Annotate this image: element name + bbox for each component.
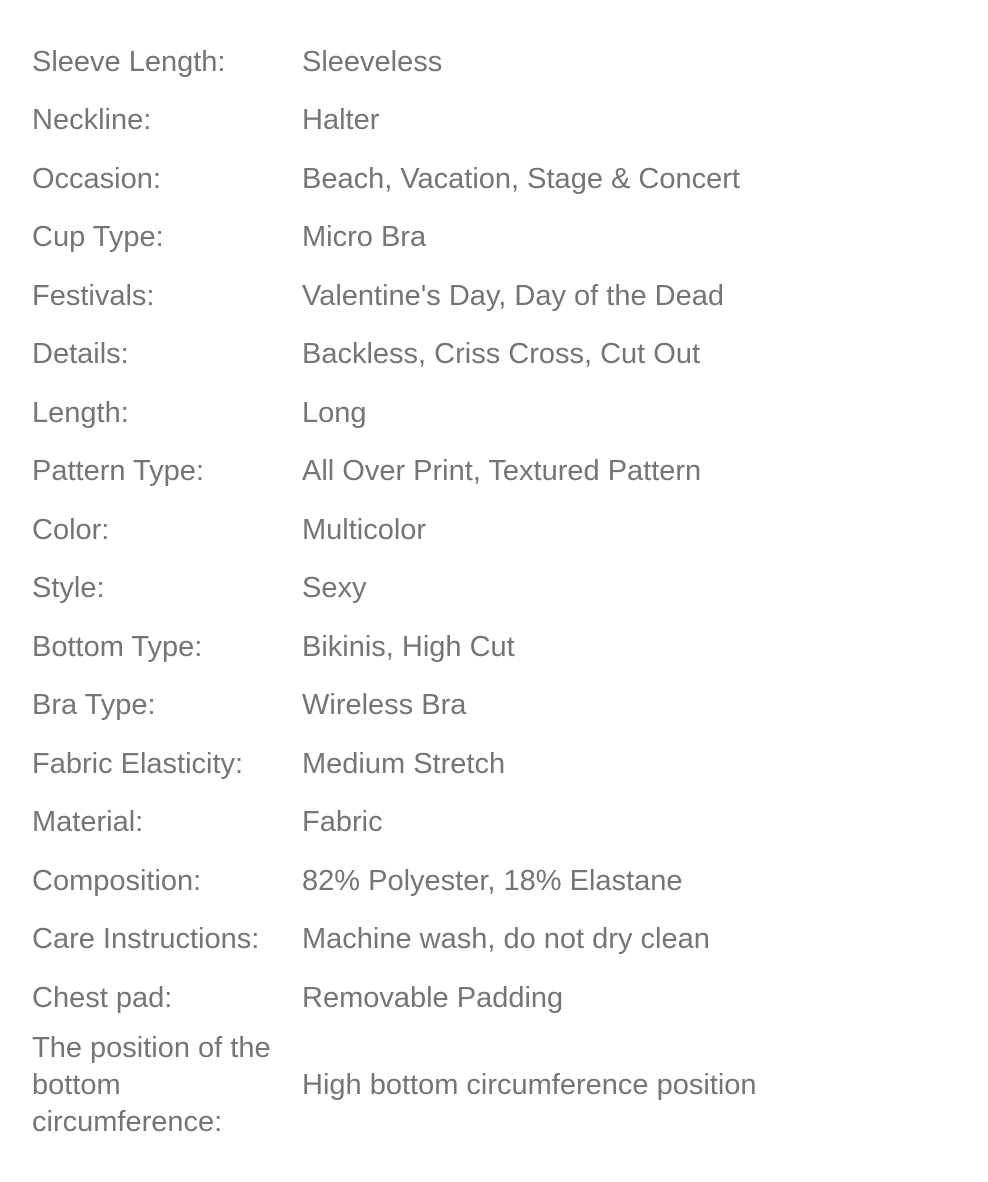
spec-label: Composition: (32, 864, 202, 897)
spec-row-fabric-elasticity (32, 735, 962, 794)
spec-row-length (32, 384, 962, 443)
spec-value: Sexy (302, 572, 367, 605)
spec-row-material (32, 794, 962, 853)
spec-label: Color: (32, 513, 110, 546)
spec-row-neckline (32, 92, 962, 151)
spec-value: Multicolor (302, 513, 427, 546)
spec-value: Valentine's Day, Day of the Dead (302, 279, 724, 312)
spec-row-details (32, 326, 962, 385)
spec-value: Medium Stretch (302, 747, 506, 780)
spec-label: Occasion: (32, 162, 161, 195)
spec-value: Long (302, 396, 367, 429)
spec-row-festivals (32, 267, 962, 326)
spec-row-bottom-type (32, 618, 962, 677)
spec-row-care-instructions (32, 911, 962, 970)
spec-row-occasion (32, 150, 962, 209)
spec-value: Micro Bra (302, 221, 427, 254)
spec-value: 82% Polyester, 18% Elastane (302, 864, 683, 897)
spec-value: Backless, Criss Cross, Cut Out (302, 338, 701, 371)
spec-value: Wireless Bra (302, 689, 467, 722)
spec-value: Sleeveless (302, 45, 443, 78)
spec-label: Cup Type: (32, 221, 164, 254)
spec-value: Bikinis, High Cut (302, 630, 515, 663)
spec-value: Beach, Vacation, Stage & Concert (302, 162, 740, 195)
spec-label: Pattern Type: (32, 455, 204, 488)
spec-label: Bottom Type: (32, 630, 203, 663)
spec-row-pattern-type (32, 443, 962, 502)
spec-label: Bra Type: (32, 689, 156, 722)
spec-row-chest-pad (32, 969, 962, 1028)
spec-row-composition (32, 852, 962, 911)
spec-label: Fabric Elasticity: (32, 747, 244, 780)
spec-label: Festivals: (32, 279, 155, 312)
spec-row-bra-type (32, 677, 962, 736)
spec-value: Halter (302, 104, 380, 137)
spec-label: Length: (32, 396, 129, 429)
spec-label: Chest pad: (32, 981, 173, 1014)
spec-label: Neckline: (32, 104, 152, 137)
spec-label: Material: (32, 806, 144, 839)
spec-value: Machine wash, do not dry clean (302, 923, 710, 956)
spec-row-sleeve-length (32, 33, 962, 92)
spec-value: All Over Print, Textured Pattern (302, 455, 702, 488)
spec-row-bottom-circumference-position (32, 1028, 962, 1143)
spec-row-cup-type (32, 209, 962, 268)
spec-row-color (32, 501, 962, 560)
spec-value: Removable Padding (302, 981, 564, 1014)
spec-label: The position of the bottom circumference: (32, 1031, 271, 1138)
product-specs-table (32, 33, 962, 1143)
spec-row-style (32, 560, 962, 619)
spec-value: Fabric (302, 806, 383, 839)
spec-label: Sleeve Length: (32, 45, 226, 78)
spec-label: Details: (32, 338, 129, 371)
spec-label: Care Instructions: (32, 923, 260, 956)
spec-label: Style: (32, 572, 105, 605)
spec-value: High bottom circumference position (302, 1068, 757, 1101)
